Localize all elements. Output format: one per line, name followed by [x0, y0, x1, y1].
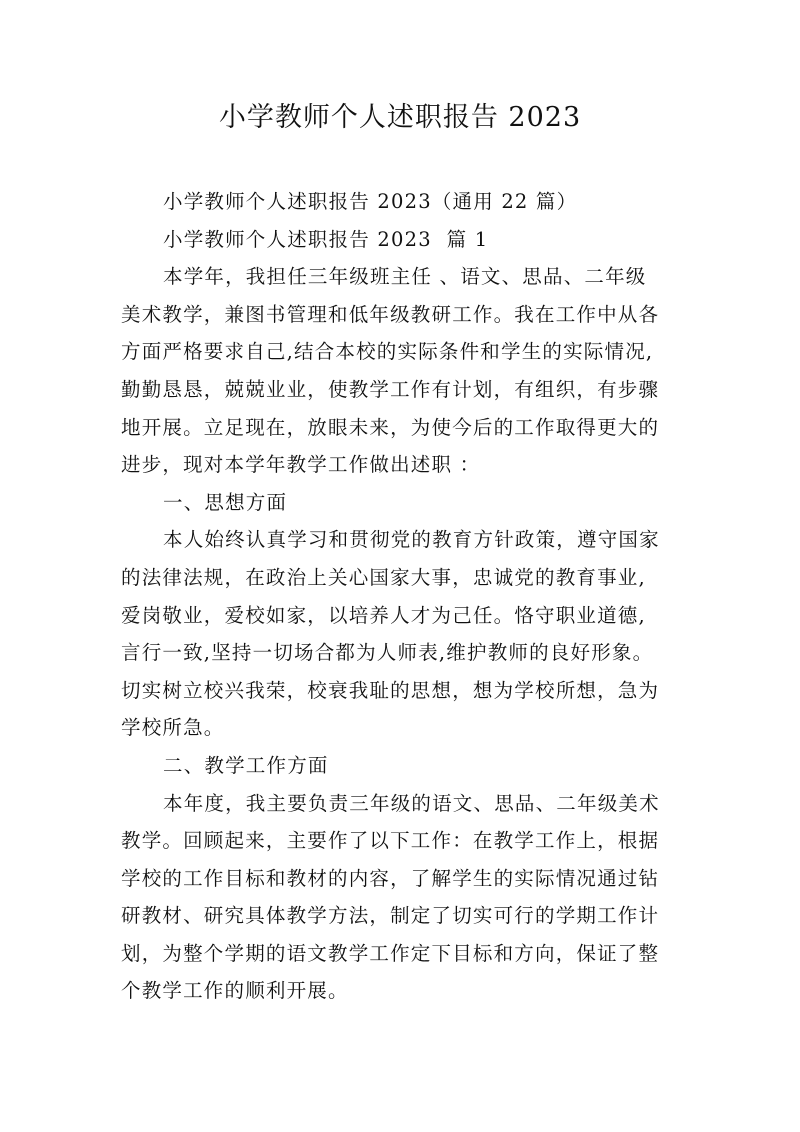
body-line: 研教材、研究具体教学方法，制定了切实可行的学期工作计	[121, 904, 660, 928]
body-line: 小学教师个人述职报告 2023 篇 1	[163, 227, 489, 251]
body-line: 二、教学工作方面	[163, 753, 329, 777]
body-line: 个教学工作的顺利开展。	[121, 979, 349, 1003]
body-line: 学校的工作目标和教材的内容，了解学生的实际情况通过钻	[121, 866, 660, 890]
body-line: 进步，现对本学年教学工作做出述职 ：	[121, 453, 481, 477]
document-title: 小学教师个人述职报告 2023	[218, 102, 582, 133]
body-line: 爱岗敬业，爱校如家，以培养人才为己任。恪守职业道德,	[121, 603, 646, 627]
body-line: 言行一致,坚持一切场合都为人师表,维护教师的良好形象。	[121, 641, 654, 665]
body-line: 教学。回顾起来，主要作了以下工作：在教学工作上，根据	[121, 829, 660, 853]
body-line: 方面严格要求自己,结合本校的实际条件和学生的实际情况,	[121, 340, 654, 364]
body-line: 本学年，我担任三年级班主任 、语文、思品、二年级	[163, 265, 647, 289]
body-line: 学校所急。	[121, 716, 225, 740]
body-line: 划，为整个学期的语文教学工作定下目标和方向，保证了整	[121, 941, 660, 965]
document-body	[121, 183, 683, 1010]
body-line: 美术教学，兼图书管理和低年级教研工作。我在工作中从各	[121, 302, 660, 326]
body-line: 本人始终认真学习和贯彻党的教育方针政策，遵守国家	[163, 528, 660, 552]
body-line: 勤勤恳恳，兢兢业业，使教学工作有计划，有组织，有步骤	[121, 377, 660, 401]
body-line: 的法律法规，在政治上关心国家大事，忠诚党的教育事业,	[121, 565, 646, 589]
body-line: 切实树立校兴我荣，校衰我耻的思想，想为学校所想，急为	[121, 678, 660, 702]
body-line: 本年度，我主要负责三年级的语文、思品、二年级美术	[163, 791, 660, 815]
body-line: 一、思想方面	[163, 490, 288, 514]
body-line: 地开展。立足现在，放眼未来，为使今后的工作取得更大的	[121, 415, 660, 439]
body-line: 小学教师个人述职报告 2023（通用 22 篇）	[163, 190, 578, 213]
